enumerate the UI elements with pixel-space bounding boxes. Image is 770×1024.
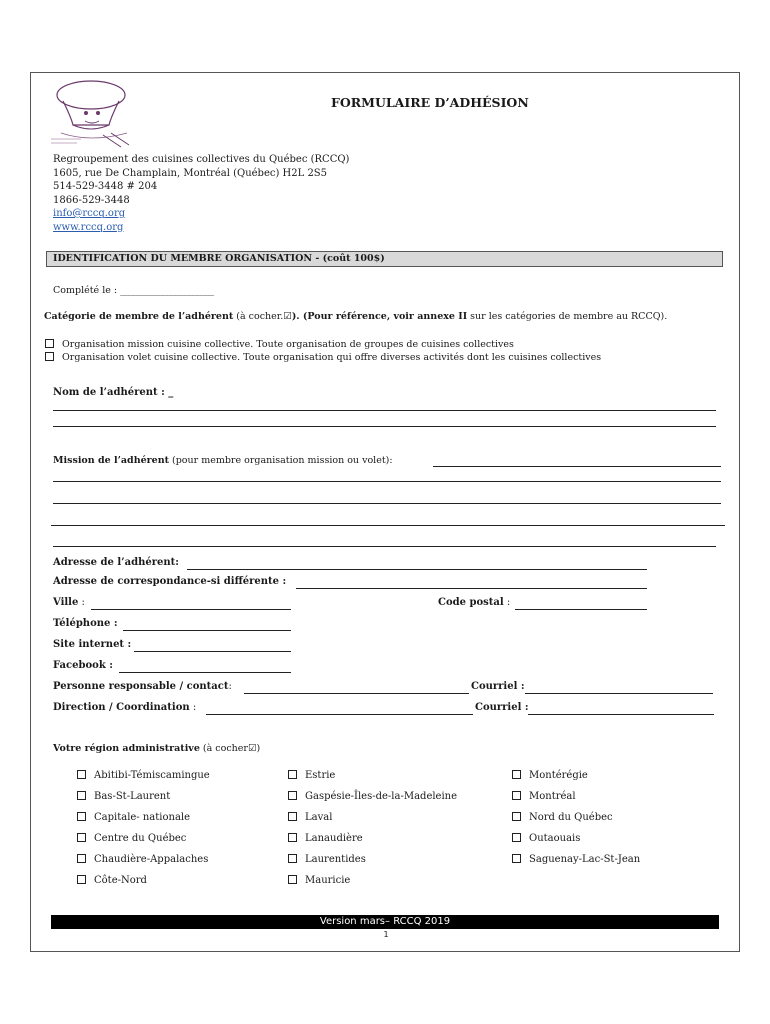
personne-line[interactable]	[244, 693, 469, 694]
region-item[interactable]: Mauricie	[288, 870, 457, 891]
checkbox-icon[interactable]	[288, 875, 297, 884]
checkbox-icon[interactable]	[288, 770, 297, 779]
org-tollfree: 1866-529-3448	[53, 194, 130, 206]
checkbox-icon[interactable]	[288, 791, 297, 800]
region-label: Votre région administrative (à cocher☑)	[53, 743, 261, 754]
org-address: 1605, rue De Champlain, Montréal (Québec) H2L 2S5	[53, 167, 328, 179]
facebook-label: Facebook :	[53, 660, 113, 671]
checkbox-icon[interactable]	[512, 791, 521, 800]
mission-line-1[interactable]	[53, 481, 721, 482]
ville-label: Ville :	[53, 597, 85, 608]
checkbox-icon[interactable]	[77, 875, 86, 884]
page-number: 1	[383, 930, 389, 939]
complete-label: Complété le : ______________________	[53, 285, 214, 296]
region-item[interactable]: Montérégie	[512, 765, 640, 786]
region-item[interactable]: Saguenay-Lac-St-Jean	[512, 849, 640, 870]
ville-line[interactable]	[91, 609, 291, 610]
checkbox-icon[interactable]	[288, 833, 297, 842]
code-postal-line[interactable]	[515, 609, 647, 610]
region-item[interactable]: Côte-Nord	[77, 870, 210, 891]
checkbox-icon[interactable]	[77, 770, 86, 779]
org-name: Regroupement des cuisines collectives du Québec (RCCQ)	[53, 154, 350, 165]
checkbox-icon[interactable]	[45, 339, 54, 348]
personne-label: Personne responsable / contact:	[53, 681, 232, 692]
checkbox-icon[interactable]	[288, 812, 297, 821]
category-option[interactable]: Organisation volet cuisine collective. Toute organisation qui offre diverses activités dont les cuisines collectives	[45, 351, 601, 364]
region-item[interactable]: Gaspésie-Îles-de-la-Madeleine	[288, 786, 457, 807]
region-item[interactable]: Centre du Québec	[77, 828, 210, 849]
adresse-line[interactable]	[187, 569, 647, 570]
region-item[interactable]: Outaouais	[512, 828, 640, 849]
checkbox-icon[interactable]	[77, 854, 86, 863]
email-link[interactable]: info@rccq.org	[53, 208, 126, 219]
region-item[interactable]: Laurentides	[288, 849, 457, 870]
checkbox-icon[interactable]	[77, 833, 86, 842]
org-info	[53, 153, 349, 234]
category-options	[45, 338, 601, 364]
region-col-1	[77, 765, 210, 891]
checkbox-icon[interactable]	[288, 854, 297, 863]
region-item[interactable]: Laval	[288, 807, 457, 828]
direction-line[interactable]	[206, 714, 473, 715]
mission-line-4[interactable]	[53, 546, 716, 547]
org-phone: 514-529-3448 # 204	[53, 181, 158, 192]
checkbox-icon[interactable]	[77, 812, 86, 821]
checkbox-icon[interactable]	[512, 833, 521, 842]
site-label: Site internet :	[53, 639, 132, 650]
category-option[interactable]: Organisation mission cuisine collective. Toute organisation de groupes de cuisines collectives	[45, 338, 601, 351]
adresse-corr-label: Adresse de correspondance-si différente :	[53, 576, 287, 587]
courriel-label-1: Courriel :	[471, 681, 525, 692]
direction-label: Direction / Coordination :	[53, 702, 197, 713]
region-item[interactable]: Lanaudière	[288, 828, 457, 849]
checkbox-icon[interactable]	[77, 791, 86, 800]
region-item[interactable]: Estrie	[288, 765, 457, 786]
mission-line-0[interactable]	[433, 466, 721, 467]
region-item[interactable]: Abitibi-Témiscamingue	[77, 765, 210, 786]
adresse-label: Adresse de l’adhérent:	[53, 557, 179, 568]
website-link[interactable]: www.rccq.org	[53, 221, 124, 233]
region-item[interactable]: Nord du Québec	[512, 807, 640, 828]
form-page	[30, 72, 740, 952]
mission-line-3[interactable]	[51, 525, 725, 526]
section-header: IDENTIFICATION DU MEMBRE ORGANISATION - (coût 100$)	[46, 251, 723, 267]
region-item[interactable]: Capitale- nationale	[77, 807, 210, 828]
region-item[interactable]: Montréal	[512, 786, 640, 807]
checkbox-icon[interactable]	[45, 352, 54, 361]
courriel-label-2: Courriel :	[475, 702, 529, 713]
mission-line-2[interactable]	[53, 503, 721, 504]
region-col-3	[512, 765, 640, 870]
footer-version: Version mars– RCCQ 2019	[51, 915, 719, 929]
checkbox-icon[interactable]	[512, 854, 521, 863]
region-item[interactable]: Chaudière-Appalaches	[77, 849, 210, 870]
facebook-line[interactable]	[119, 672, 291, 673]
category-line: Catégorie de membre de l’adhérent (à cocher.☑). (Pour référence, voir annexe II sur les catégories de membre au RCCQ).	[44, 311, 668, 322]
courriel-line-2[interactable]	[528, 714, 714, 715]
region-col-2	[288, 765, 457, 891]
mission-label: Mission de l’adhérent (pour membre organisation mission ou volet):	[53, 455, 393, 466]
form-title: FORMULAIRE D’ADHÉSION	[331, 95, 529, 110]
code-postal-label: Code postal :	[438, 597, 511, 608]
adresse-corr-line[interactable]	[296, 588, 647, 589]
nom-line-2[interactable]	[53, 426, 716, 427]
checkbox-icon[interactable]	[512, 770, 521, 779]
courriel-line-1[interactable]	[525, 693, 713, 694]
checkbox-icon[interactable]	[512, 812, 521, 821]
site-line[interactable]	[134, 651, 291, 652]
telephone-label: Téléphone :	[53, 618, 118, 629]
chef-hat-logo-icon	[41, 77, 141, 149]
nom-line-1[interactable]	[53, 410, 716, 411]
region-item[interactable]: Bas-St-Laurent	[77, 786, 210, 807]
nom-label: Nom de l’adhérent : _	[53, 387, 174, 398]
telephone-line[interactable]	[123, 630, 291, 631]
